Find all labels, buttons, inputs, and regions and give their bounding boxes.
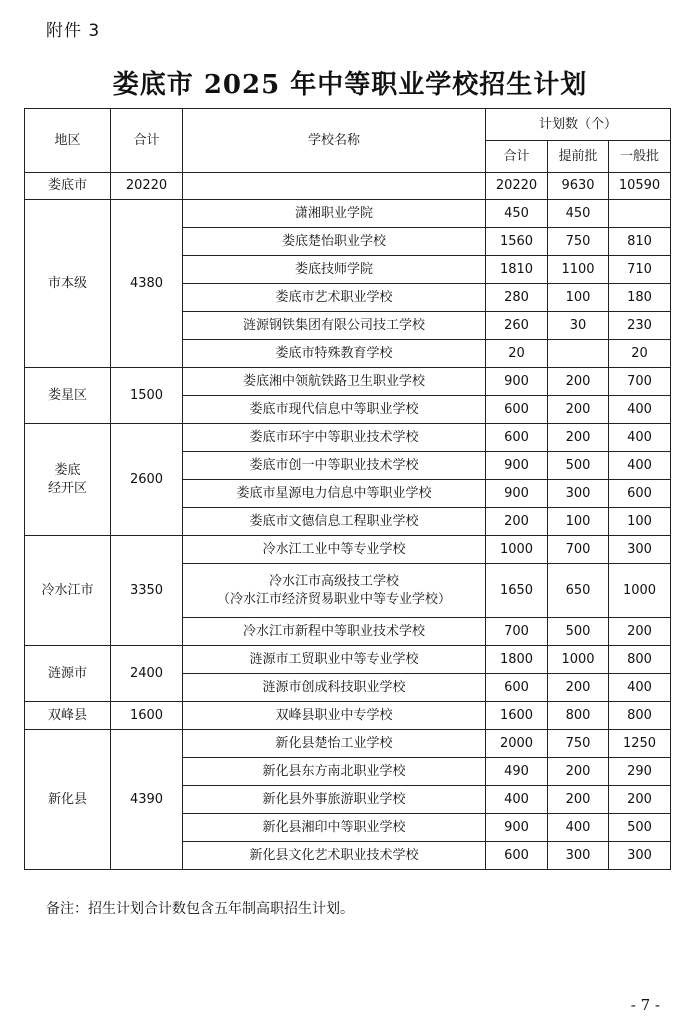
region-name: 市本级 bbox=[25, 200, 111, 368]
school-general-batch: 100 bbox=[609, 508, 671, 536]
school-early-batch: 200 bbox=[548, 786, 609, 814]
school-general-batch: 700 bbox=[609, 368, 671, 396]
header-general-batch: 一般批 bbox=[609, 141, 671, 173]
school-early-batch: 30 bbox=[548, 312, 609, 340]
school-general-batch: 500 bbox=[609, 814, 671, 842]
school-name: 涟源市工贸职业中等专业学校 bbox=[183, 646, 486, 674]
table-row bbox=[25, 702, 671, 730]
school-general-batch: 180 bbox=[609, 284, 671, 312]
school-plan-total: 2000 bbox=[486, 730, 548, 758]
school-plan-total: 600 bbox=[486, 842, 548, 870]
school-general-batch: 200 bbox=[609, 786, 671, 814]
school-name: 娄底市星源电力信息中等职业学校 bbox=[183, 480, 486, 508]
school-general-batch: 20 bbox=[609, 340, 671, 368]
school-name: 娄底市现代信息中等职业学校 bbox=[183, 396, 486, 424]
region-name: 双峰县 bbox=[25, 702, 111, 730]
school-early-batch: 1100 bbox=[548, 256, 609, 284]
school-early-batch bbox=[548, 340, 609, 368]
school-early-batch: 300 bbox=[548, 842, 609, 870]
school-general-batch: 400 bbox=[609, 674, 671, 702]
school-name: 潇湘职业学院 bbox=[183, 200, 486, 228]
header-plan-count: 计划数（个） bbox=[486, 109, 671, 141]
school-general-batch: 1250 bbox=[609, 730, 671, 758]
school-name: 娄底湘中领航铁路卫生职业学校 bbox=[183, 368, 486, 396]
header-plan-total: 合计 bbox=[486, 141, 548, 173]
summary-general: 10590 bbox=[609, 173, 671, 200]
school-name: 涟源钢铁集团有限公司技工学校 bbox=[183, 312, 486, 340]
school-early-batch: 200 bbox=[548, 396, 609, 424]
school-general-batch: 800 bbox=[609, 646, 671, 674]
footnote: 备注：招生计划合计数包含五年制高职招生计划。 bbox=[46, 901, 354, 917]
school-general-batch: 400 bbox=[609, 424, 671, 452]
school-name: 双峰县职业中专学校 bbox=[183, 702, 486, 730]
school-general-batch: 1000 bbox=[609, 564, 671, 618]
school-general-batch: 230 bbox=[609, 312, 671, 340]
region-total: 2600 bbox=[111, 424, 183, 536]
school-name: 娄底楚怡职业学校 bbox=[183, 228, 486, 256]
school-general-batch: 800 bbox=[609, 702, 671, 730]
school-plan-total: 1810 bbox=[486, 256, 548, 284]
school-early-batch: 100 bbox=[548, 508, 609, 536]
school-plan-total: 1600 bbox=[486, 702, 548, 730]
page-title: 娄底市 2025 年中等职业学校招生计划 bbox=[112, 70, 588, 100]
school-name: 娄底市创一中等职业技术学校 bbox=[183, 452, 486, 480]
school-name: 新化县文化艺术职业技术学校 bbox=[183, 842, 486, 870]
school-name: 冷水江市高级技工学校 （冷水江市经济贸易职业中等专业学校） bbox=[183, 564, 486, 618]
school-early-batch: 750 bbox=[548, 228, 609, 256]
region-name: 新化县 bbox=[25, 730, 111, 870]
school-name: 娄底市艺术职业学校 bbox=[183, 284, 486, 312]
school-early-batch: 800 bbox=[548, 702, 609, 730]
header-school-name: 学校名称 bbox=[183, 109, 486, 173]
summary-plan-total: 20220 bbox=[486, 173, 548, 200]
school-general-batch: 400 bbox=[609, 396, 671, 424]
school-plan-total: 400 bbox=[486, 786, 548, 814]
table-row bbox=[25, 646, 671, 674]
school-general-batch: 400 bbox=[609, 452, 671, 480]
region-total: 1600 bbox=[111, 702, 183, 730]
region-total: 4390 bbox=[111, 730, 183, 870]
header-early-batch: 提前批 bbox=[548, 141, 609, 173]
summary-row bbox=[25, 173, 671, 200]
enrollment-plan-table bbox=[24, 108, 671, 870]
school-plan-total: 600 bbox=[486, 674, 548, 702]
school-name: 新化县楚怡工业学校 bbox=[183, 730, 486, 758]
region-name: 涟源市 bbox=[25, 646, 111, 702]
school-plan-total: 900 bbox=[486, 814, 548, 842]
school-plan-total: 1800 bbox=[486, 646, 548, 674]
region-total: 3350 bbox=[111, 536, 183, 646]
school-general-batch: 710 bbox=[609, 256, 671, 284]
school-name: 娄底市文德信息工程职业学校 bbox=[183, 508, 486, 536]
school-early-batch: 650 bbox=[548, 564, 609, 618]
header-total: 合计 bbox=[111, 109, 183, 173]
school-plan-total: 200 bbox=[486, 508, 548, 536]
region-name: 娄底 经开区 bbox=[25, 424, 111, 536]
school-plan-total: 1560 bbox=[486, 228, 548, 256]
school-name: 涟源市创成科技职业学校 bbox=[183, 674, 486, 702]
school-early-batch: 200 bbox=[548, 758, 609, 786]
summary-total: 20220 bbox=[111, 173, 183, 200]
school-plan-total: 600 bbox=[486, 424, 548, 452]
table-row bbox=[25, 536, 671, 564]
summary-school-empty bbox=[183, 173, 486, 200]
school-plan-total: 900 bbox=[486, 368, 548, 396]
table-row bbox=[25, 730, 671, 758]
school-general-batch: 600 bbox=[609, 480, 671, 508]
region-name: 冷水江市 bbox=[25, 536, 111, 646]
school-plan-total: 600 bbox=[486, 396, 548, 424]
school-early-batch: 700 bbox=[548, 536, 609, 564]
region-total: 2400 bbox=[111, 646, 183, 702]
school-early-batch: 200 bbox=[548, 368, 609, 396]
summary-region: 娄底市 bbox=[25, 173, 111, 200]
school-early-batch: 500 bbox=[548, 452, 609, 480]
school-name: 冷水江工业中等专业学校 bbox=[183, 536, 486, 564]
school-early-batch: 200 bbox=[548, 424, 609, 452]
school-name: 娄底技师学院 bbox=[183, 256, 486, 284]
school-early-batch: 300 bbox=[548, 480, 609, 508]
school-early-batch: 450 bbox=[548, 200, 609, 228]
table-body bbox=[25, 173, 671, 870]
region-total: 1500 bbox=[111, 368, 183, 424]
school-early-batch: 1000 bbox=[548, 646, 609, 674]
school-name: 新化县东方南北职业学校 bbox=[183, 758, 486, 786]
region-total: 4380 bbox=[111, 200, 183, 368]
school-plan-total: 1650 bbox=[486, 564, 548, 618]
page-number: - 7 - bbox=[630, 996, 660, 1014]
header-region: 地区 bbox=[25, 109, 111, 173]
school-general-batch: 290 bbox=[609, 758, 671, 786]
school-plan-total: 900 bbox=[486, 452, 548, 480]
school-plan-total: 900 bbox=[486, 480, 548, 508]
table-row bbox=[25, 424, 671, 452]
school-name: 新化县外事旅游职业学校 bbox=[183, 786, 486, 814]
school-general-batch: 200 bbox=[609, 618, 671, 646]
school-plan-total: 490 bbox=[486, 758, 548, 786]
school-name: 娄底市特殊教育学校 bbox=[183, 340, 486, 368]
school-general-batch: 300 bbox=[609, 842, 671, 870]
school-early-batch: 750 bbox=[548, 730, 609, 758]
school-early-batch: 400 bbox=[548, 814, 609, 842]
attachment-label: 附件 3 bbox=[46, 21, 101, 41]
school-plan-total: 20 bbox=[486, 340, 548, 368]
table-row bbox=[25, 368, 671, 396]
school-name: 冷水江市新程中等职业技术学校 bbox=[183, 618, 486, 646]
school-early-batch: 500 bbox=[548, 618, 609, 646]
table-row bbox=[25, 200, 671, 228]
school-general-batch: 300 bbox=[609, 536, 671, 564]
school-name: 娄底市环宇中等职业技术学校 bbox=[183, 424, 486, 452]
school-plan-total: 1000 bbox=[486, 536, 548, 564]
school-plan-total: 260 bbox=[486, 312, 548, 340]
school-early-batch: 100 bbox=[548, 284, 609, 312]
school-early-batch: 200 bbox=[548, 674, 609, 702]
school-general-batch bbox=[609, 200, 671, 228]
school-general-batch: 810 bbox=[609, 228, 671, 256]
region-name: 娄星区 bbox=[25, 368, 111, 424]
school-name: 新化县湘印中等职业学校 bbox=[183, 814, 486, 842]
school-plan-total: 700 bbox=[486, 618, 548, 646]
school-plan-total: 280 bbox=[486, 284, 548, 312]
school-plan-total: 450 bbox=[486, 200, 548, 228]
summary-early: 9630 bbox=[548, 173, 609, 200]
